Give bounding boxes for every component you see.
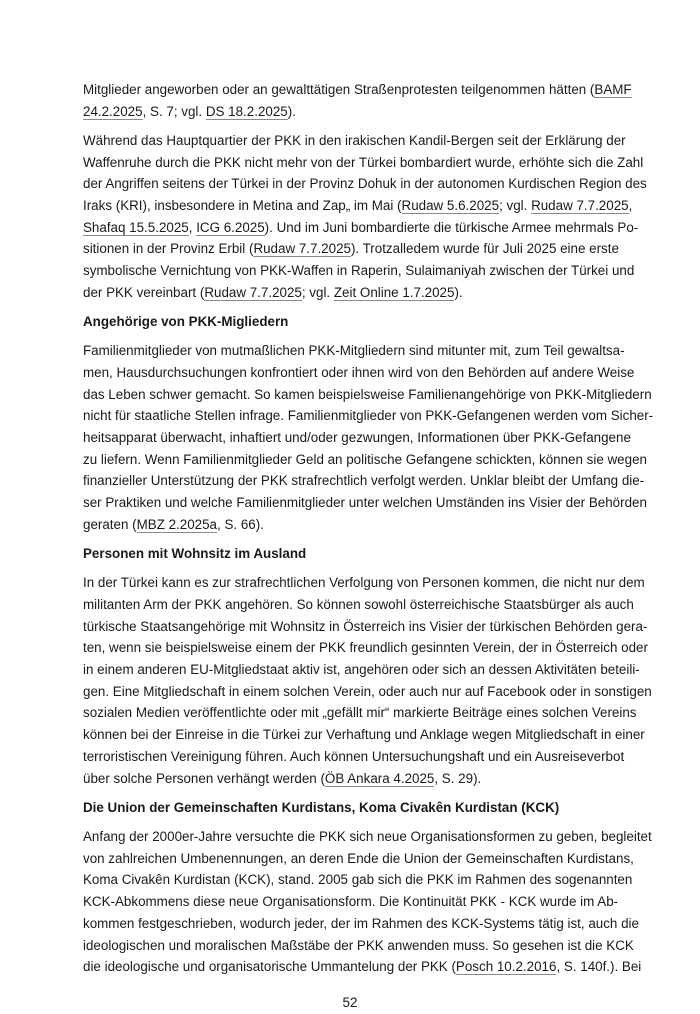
citation-link[interactable]: Zeit Online 1.7.2025: [333, 284, 455, 300]
text-span: Mitglieder angeworben oder an gewalttätigen Straßenprotesten teilgenommen hätten (: [83, 82, 595, 97]
text-line: [83, 514, 618, 536]
paragraph: [83, 826, 652, 978]
citation-link[interactable]: Rudaw 7.7.2025: [531, 198, 629, 214]
text-span: ten, wenn sie beispielsweise einem der PKK freundlich gesinnten Verein, der in Österreich oder: [83, 640, 648, 656]
paragraph: [83, 340, 654, 535]
text-line: [83, 130, 626, 152]
text-span: ser Praktiken und welche Familienmitglieder unter welchen Umständen ins Visier der Behörden: [83, 495, 647, 511]
paragraph: [83, 79, 632, 122]
text-line: [83, 616, 648, 638]
text-line: [83, 195, 633, 217]
text-line: [83, 935, 634, 957]
text-span: von zahlreichen Umbenennungen, an deren Ende die Union der Gemeinschaften Kurdistans,: [83, 850, 634, 866]
text-line: [83, 848, 634, 870]
text-span: nicht für staatliche Stellen infrage. Familienmitglieder von PKK-Gefangenen werden vom Sicher-: [83, 408, 654, 424]
text-line: [83, 238, 618, 260]
text-line: [83, 101, 618, 123]
text-span: ).: [454, 284, 463, 300]
text-span: , S. 66).: [217, 516, 264, 532]
text-span: militanten Arm der PKK angehören. So können sowohl österreichische Staatsbürger als auch: [83, 596, 634, 612]
citation-link[interactable]: Posch 10.2.2016: [455, 959, 557, 975]
text-span: , S. 7; vgl.: [142, 103, 206, 119]
text-line: [83, 891, 618, 913]
text-span: KCK-Abkommens diese neue Organisationsform. Die Kontinuität PKK - KCK wurde im Ab-: [83, 894, 619, 910]
text-line: [83, 384, 652, 406]
text-span: ; vgl.: [301, 284, 334, 300]
text-span: ).: [287, 103, 296, 119]
text-span: in einem anderen EU-Mitgliedstaat aktiv ist, angehören oder sich an dessen Aktivitäten beteili-: [83, 662, 640, 678]
text-line: [83, 746, 625, 768]
text-line: [83, 659, 640, 681]
section-heading: Die Union der Gemeinschaften Kurdistans, Koma Civakên Kurdistan (KCK): [83, 799, 560, 815]
text-span: türkische Staatsangehörige mit Wohnsitz in Österreich ins Visier der türkischen Behörden gera-: [83, 618, 648, 634]
text-span: Iraks (KRI), insbesondere in Metina and Zap„ im Mai (: [83, 198, 402, 214]
text-line: [83, 913, 639, 935]
text-line: [83, 637, 648, 659]
text-line: [83, 702, 637, 724]
citation-link[interactable]: ICG 6.2025: [196, 219, 265, 235]
text-span: In der Türkei kann es zur strafrechtlichen Verfolgung von Personen kommen, die nicht nur dem: [83, 575, 645, 591]
text-line: [83, 79, 632, 101]
text-line: [83, 594, 634, 616]
text-line: [83, 282, 618, 304]
text-span: über solche Personen verhängt werden (: [83, 770, 325, 786]
text-line: [83, 470, 645, 492]
page: [0, 79, 700, 1014]
text-span: Waffenruhe durch die PKK nicht mehr von der Türkei bombardiert wurde, erhöhte sich die Zahl: [83, 154, 644, 170]
text-span: , S. 140f.). Bei: [556, 959, 642, 975]
section-heading: Angehörige von PKK-Migliedern: [83, 314, 289, 330]
citation-link[interactable]: BAMF: [594, 82, 632, 97]
text-line: [83, 826, 652, 848]
citation-link[interactable]: Rudaw 7.7.2025: [253, 241, 351, 257]
text-span: ). Trotzalledem wurde für Juli 2025 eine erste: [350, 241, 619, 257]
document-body: [83, 79, 654, 978]
citation-link[interactable]: DS 18.2.2025: [205, 103, 288, 119]
section-heading: Personen mit Wohnsitz im Ausland: [83, 546, 307, 562]
text-span: terroristischen Vereinigung führen. Auch können Untersuchungshaft und ein Ausreiseverbot: [83, 748, 625, 764]
text-span: das Leben schwer gemacht. So kamen beispielsweise Familienangehörige von PKK-Mitgliedern: [83, 386, 652, 402]
text-line: [83, 869, 633, 891]
text-span: , S. 29).: [434, 770, 482, 786]
citation-link[interactable]: MBZ 2.2025a: [136, 516, 217, 532]
text-span: sitionen in der Provinz Erbil (: [83, 241, 254, 257]
citation-link[interactable]: Rudaw 5.6.2025: [401, 198, 500, 214]
paragraph: [83, 130, 647, 304]
citation-link[interactable]: Rudaw 7.7.2025: [204, 284, 302, 300]
citation-link[interactable]: ÖB Ankara 4.2025: [324, 770, 435, 786]
text-line: [83, 427, 631, 449]
text-line: [83, 217, 639, 239]
paragraph: [83, 572, 652, 789]
text-span: Während das Hauptquartier der PKK in den irakischen Kandil-Bergen seit der Erklärung der: [83, 132, 626, 148]
text-line: [83, 405, 654, 427]
text-span: ,: [628, 198, 633, 214]
text-line: [83, 681, 652, 703]
text-span: gen. Eine Mitgliedschaft in einem solchen Verein, oder auch nur auf Facebook oder in sonstigen: [83, 683, 652, 699]
text-line: [83, 492, 647, 514]
text-span: der PKK vereinbart (: [83, 284, 205, 300]
text-line: [83, 572, 645, 594]
text-span: die ideologische und organisatorische Ummantelung der PKK (: [83, 959, 456, 975]
text-line: [83, 152, 644, 174]
text-span: ideologischen und moralischen Maßstäbe der PKK anwenden muss. So gesehen ist die KCK: [83, 937, 634, 953]
text-span: Koma Civakên Kurdistan (KCK), stand. 2005 gab sich die PKK im Rahmen des sogenannten: [83, 872, 633, 888]
text-span: heitsapparat überwacht, inhaftiert und/oder gezwungen, Informationen über PKK-Gefangene: [83, 430, 631, 446]
text-span: ,: [188, 219, 197, 235]
text-span: können bei der Einreise in die Türkei zur Verhaftung und Anklage wegen Mitgliedschaft in einer: [83, 727, 645, 743]
text-span: Anfang der 2000er-Jahre versuchte die PKK sich neue Organisationsformen zu geben, begleitet: [83, 829, 652, 844]
text-span: finanzieller Unterstützung der PKK strafrechtlich verfolgt werden. Unklar bleibt der Umfang die-: [83, 473, 645, 489]
text-span: sozialen Medien veröffentlichte oder mit „gefällt mir“ markierte Beiträge eines solchen Vereins: [83, 705, 637, 721]
text-line: [83, 724, 645, 746]
text-span: geraten (: [83, 516, 137, 532]
text-line: [83, 956, 642, 978]
text-span: men, Hausdurchsuchungen konfrontiert oder ihnen wird von den Behörden auf andere Weise: [83, 364, 635, 380]
text-line: [83, 340, 625, 362]
text-span: ). Und im Juni bombardierte die türkische Armee mehrmals Po-: [264, 219, 639, 235]
citation-link[interactable]: 24.2.2025: [83, 103, 143, 119]
text-line: [83, 362, 635, 384]
text-span: kommen festgeschrieben, wodurch jeder, der im Rahmen des KCK-Systems tätig ist, auch die: [83, 915, 639, 931]
citation-link[interactable]: Shafaq 15.5.2025: [83, 219, 189, 235]
text-span: symbolische Vernichtung von PKK-Waffen in Raperin, Sulaimaniyah zwischen der Türkei und: [83, 263, 635, 279]
page-number: 52: [342, 994, 358, 1010]
text-span: zu liefern. Wenn Familienmitglieder Geld an politische Gefangene schickten, können sie wegen: [83, 451, 647, 467]
text-line: [83, 768, 618, 790]
text-line: [83, 449, 647, 471]
text-line: [83, 173, 647, 195]
text-span: der Angriffen seitens der Türkei in der Provinz Dohuk in der autonomen Kurdischen Region des: [83, 176, 647, 192]
text-span: ; vgl.: [499, 198, 532, 214]
text-line: [83, 260, 635, 282]
text-span: Familienmitglieder von mutmaßlichen PKK-Mitgliedern sind mitunter mit, zum Teil gewaltsa-: [83, 343, 625, 359]
